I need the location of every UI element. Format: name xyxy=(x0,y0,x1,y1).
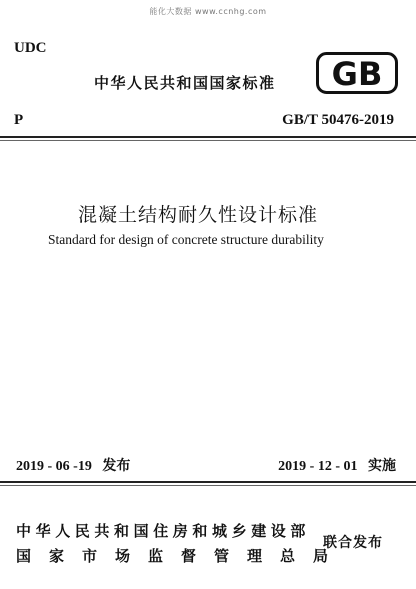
gb-logo-icon xyxy=(316,52,398,94)
category-code: P xyxy=(14,112,24,128)
standard-number: GB/T 50476-2019 xyxy=(282,112,394,128)
header-divider xyxy=(0,136,416,138)
header-divider-thin xyxy=(0,140,416,141)
publisher-administration: 国家市场监督管理总局 xyxy=(16,547,347,565)
standard-body-title: 中华人民共和国国家标准 xyxy=(94,74,276,92)
footer-divider-thin xyxy=(0,485,416,486)
issue-date: 2019 - 06 -19 发布 xyxy=(16,459,131,474)
udc-label: UDC xyxy=(14,40,47,56)
publisher-ministry: 中华人民共和国住房和城乡建设部 xyxy=(16,522,311,540)
footer-divider xyxy=(0,481,416,483)
title-chinese: 混凝土结构耐久性设计标准 xyxy=(78,204,319,226)
title-english: Standard for design of concrete structure durability xyxy=(48,232,324,247)
gb-logo-text: GB xyxy=(331,55,383,93)
implementation-date: 2019 - 12 - 01 实施 xyxy=(278,459,396,474)
joint-publish-label: 联合发布 xyxy=(323,535,383,551)
watermark: 能化大数据 www.ccnhg.com xyxy=(149,7,267,16)
